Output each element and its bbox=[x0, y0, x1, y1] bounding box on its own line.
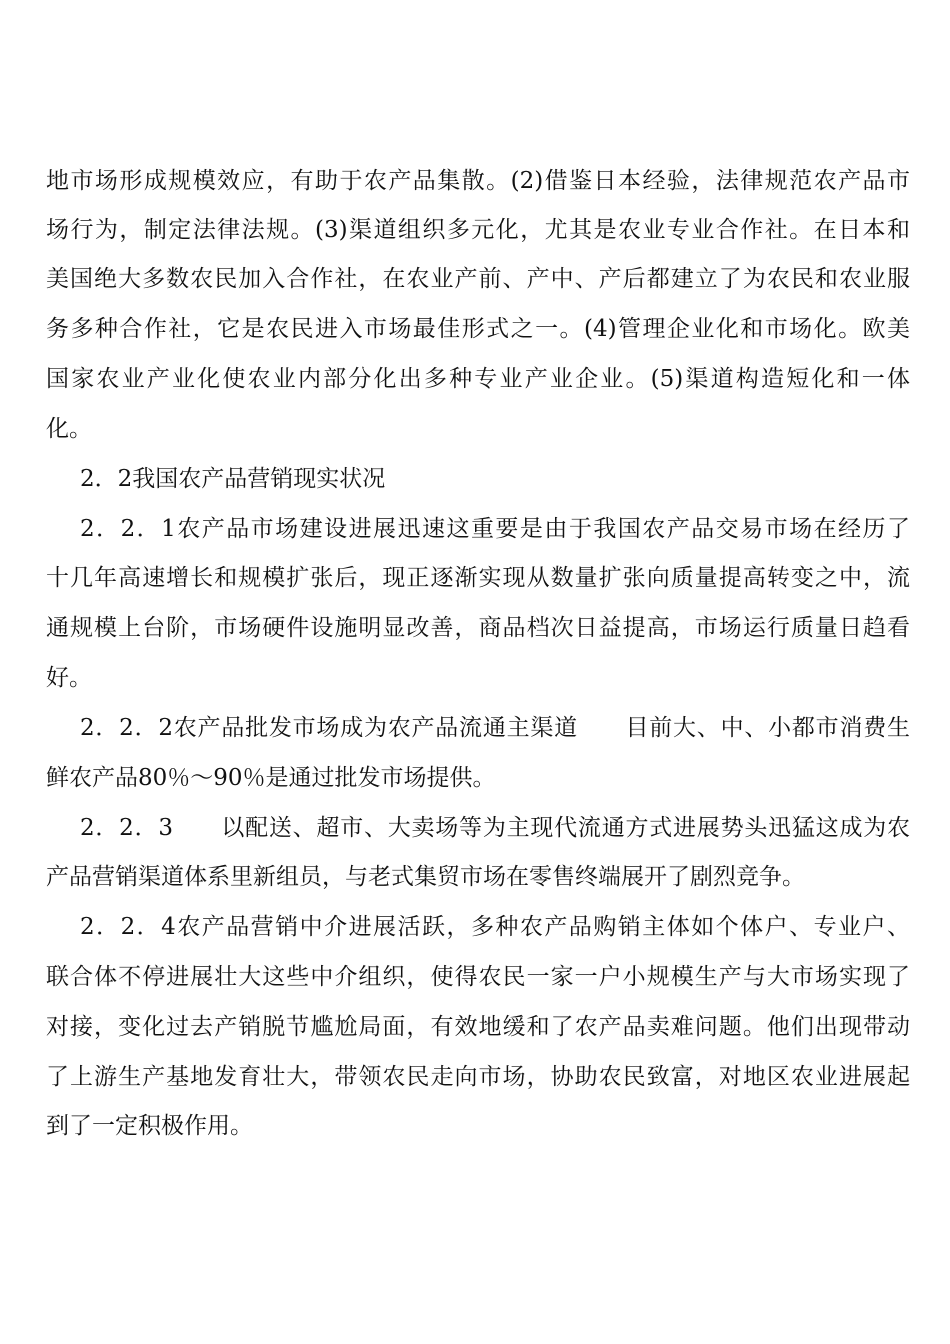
section-heading: 2．2我国农产品营销现实状况 bbox=[80, 466, 386, 492]
body-text-line: 通规模上台阶，市场硬件设施明显改善，商品档次日益提高，市场运行质量日趋看 bbox=[46, 615, 910, 641]
body-text-line: 务多种合作社，它是农民进入市场最佳形式之一。(4)管理企业化和市场化。欧美 bbox=[46, 316, 910, 342]
body-text-line: 美国绝大多数农民加入合作社，在农业产前、产中、产后都建立了为农民和农业服 bbox=[46, 266, 910, 292]
body-text-line: 好。 bbox=[46, 665, 92, 691]
body-text-line: 地市场形成规模效应，有助于农产品集散。(2)借鉴日本经验，法律规范农产品市 bbox=[46, 168, 910, 194]
body-text-line: 鲜农产品80％～90％是通过批发市场提供。 bbox=[46, 765, 496, 791]
body-text-line: 十几年高速增长和规模扩张后，现正逐渐实现从数量扩张向质量提高转变之中，流 bbox=[46, 565, 910, 591]
body-text-line: 场行为，制定法律法规。(3)渠道组织多元化，尤其是农业专业合作社。在日本和 bbox=[46, 217, 910, 243]
paragraph-first-line: 2．2．3 以配送、超市、大卖场等为主现代流通方式进展势头迅猛这成为农 bbox=[80, 815, 910, 841]
body-text-line: 了上游生产基地发育壮大，带领农民走向市场，协助农民致富，对地区农业进展起 bbox=[46, 1064, 910, 1090]
body-text-line: 联合体不停进展壮大这些中介组织，使得农民一家一户小规模生产与大市场实现了 bbox=[46, 964, 910, 990]
paragraph-first-line: 2．2．4农产品营销中介进展活跃，多种农产品购销主体如个体户、专业户、 bbox=[80, 914, 910, 940]
body-text-line: 到了一定积极作用。 bbox=[46, 1113, 253, 1139]
paragraph-first-line: 2．2．2农产品批发市场成为农产品流通主渠道 目前大、中、小都市消费生 bbox=[80, 715, 910, 741]
paragraph-first-line: 2．2．1农产品市场建设进展迅速这重要是由于我国农产品交易市场在经历了 bbox=[80, 516, 910, 542]
body-text-line: 化。 bbox=[46, 416, 92, 442]
body-text-line: 国家农业产业化使农业内部分化出多种专业产业企业。(5)渠道构造短化和一体 bbox=[46, 366, 910, 392]
body-text-line: 产品营销渠道体系里新组员，与老式集贸市场在零售终端展开了剧烈竞争。 bbox=[46, 864, 805, 890]
body-text-line: 对接，变化过去产销脱节尴尬局面，有效地缓和了农产品卖难问题。他们出现带动 bbox=[46, 1014, 910, 1040]
